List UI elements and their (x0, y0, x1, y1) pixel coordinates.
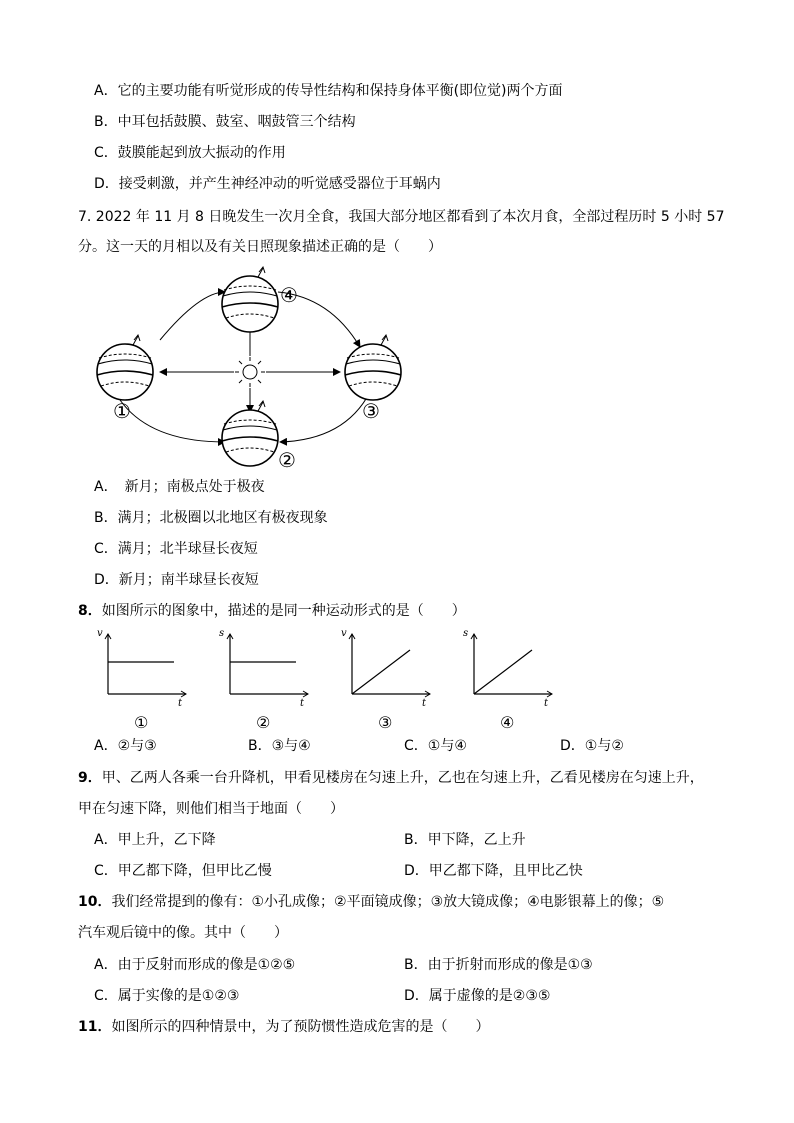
q7-option-a: A． 新月；南极点处于极夜 (94, 479, 265, 495)
x-axis-label: t (422, 698, 427, 709)
graph-line (474, 650, 532, 694)
x-axis-label: t (300, 698, 305, 709)
q6-option-b: B．中耳包括鼓膜、鼓室、咽鼓管三个结构 (94, 114, 356, 130)
earth-globe-1 (97, 335, 153, 400)
q6-option-c: C．鼓膜能起到放大振动的作用 (94, 145, 286, 161)
q10-stem-line2: 汽车观后镜中的像。其中（ ） (78, 925, 288, 941)
y-axis-label: s (219, 628, 225, 639)
graph-line (352, 650, 410, 694)
graph-number-label: ② (256, 713, 271, 732)
q10-option-b: B．由于折射而形成的像是①③ (404, 957, 593, 973)
q9-stem-line2: 甲在匀速下降，则他们相当于地面（ ） (78, 801, 344, 817)
q10-option-c: C．属于实像的是①②③ (94, 988, 240, 1004)
graph-number-label: ③ (378, 713, 393, 732)
q8-number: 8． (78, 603, 102, 619)
q11-stem (78, 1017, 489, 1037)
q11-number: 11． (78, 1019, 112, 1035)
q9-stem-text-1: 甲、乙两人各乘一台升降机，甲看见楼房在匀速上升，乙也在匀速上升，乙看见楼房在匀速上升， (101, 770, 704, 786)
q9-option-a: A．甲上升，乙下降 (94, 832, 216, 848)
q9-stem-line1 (78, 768, 704, 788)
q10-stem-text-1: 我们经常提到的像有：①小孔成像；②平面镜成像；③放大镜成像；④电影银幕上的像；⑤ (111, 894, 665, 910)
q9-option-c: C．甲乙都下降，但甲比乙慢 (94, 863, 272, 879)
q9-number: 9． (78, 770, 102, 786)
q10-option-a: A．由于反射而形成的像是①②⑤ (94, 957, 296, 973)
earth-orbit-figure (90, 262, 410, 474)
motion-graph-4 (463, 628, 552, 732)
graph-number-label: ④ (500, 713, 515, 732)
q9-option-d: D．甲乙都下降，且甲比乙快 (404, 863, 583, 879)
motion-graph-1 (97, 628, 186, 732)
globe-label-3: ③ (362, 399, 380, 423)
q6-option-a: A．它的主要功能有听觉形成的传导性结构和保持身体平衡(即位觉)两个方面 (94, 83, 563, 99)
q10-option-d: D．属于虚像的是②③⑤ (404, 988, 551, 1004)
sun-icon (235, 357, 265, 387)
q8-stem (78, 601, 466, 621)
q9-option-b: B．甲下降，乙上升 (404, 832, 526, 848)
globe-label-4: ④ (280, 283, 298, 307)
q8-option-d: D．①与② (560, 738, 624, 754)
earth-globe-3 (345, 335, 401, 400)
globe-label-2: ② (278, 448, 296, 472)
q10-stem-line1 (78, 892, 664, 912)
motion-graph-3 (341, 628, 430, 732)
q7-option-d: D．新月；南半球昼长夜短 (94, 572, 259, 588)
q6-option-d: D．接受刺激，并产生神经冲动的听觉感受器位于耳蜗内 (94, 176, 441, 192)
q10-number: 10． (78, 894, 112, 910)
graph-number-label: ① (134, 713, 149, 732)
q8-option-c: C．①与④ (404, 738, 467, 754)
q7-stem-line1: 7. 2022 年 11 月 8 日晚发生一次月全食，我国大部分地区都看到了本次月食，全部过程历时 5 小时 57 (78, 209, 725, 225)
x-axis-label: t (178, 698, 183, 709)
x-axis-label: t (544, 698, 549, 709)
earth-globe-4 (222, 267, 278, 332)
q7-stem-line2: 分。这一天的月相以及有关日照现象描述正确的是（ ） (78, 239, 442, 255)
earth-globe-2 (222, 401, 278, 466)
motion-graph-2 (219, 628, 308, 732)
q8-stem-text: 如图所示的图象中，描述的是同一种运动形式的是（ ） (101, 603, 466, 619)
q11-stem-text: 如图所示的四种情景中，为了预防惯性造成危害的是（ ） (111, 1019, 490, 1035)
y-axis-label: s (463, 628, 469, 639)
q8-motion-graphs (90, 628, 570, 738)
q7-option-c: C．满月；北半球昼长夜短 (94, 541, 258, 557)
y-axis-label: v (97, 628, 103, 639)
y-axis-label: v (341, 628, 347, 639)
globe-label-1: ① (113, 399, 131, 423)
q8-option-b: B．③与④ (248, 738, 311, 754)
q7-option-b: B．满月；北极圈以北地区有极夜现象 (94, 510, 328, 526)
q8-option-a: A．②与③ (94, 738, 157, 754)
